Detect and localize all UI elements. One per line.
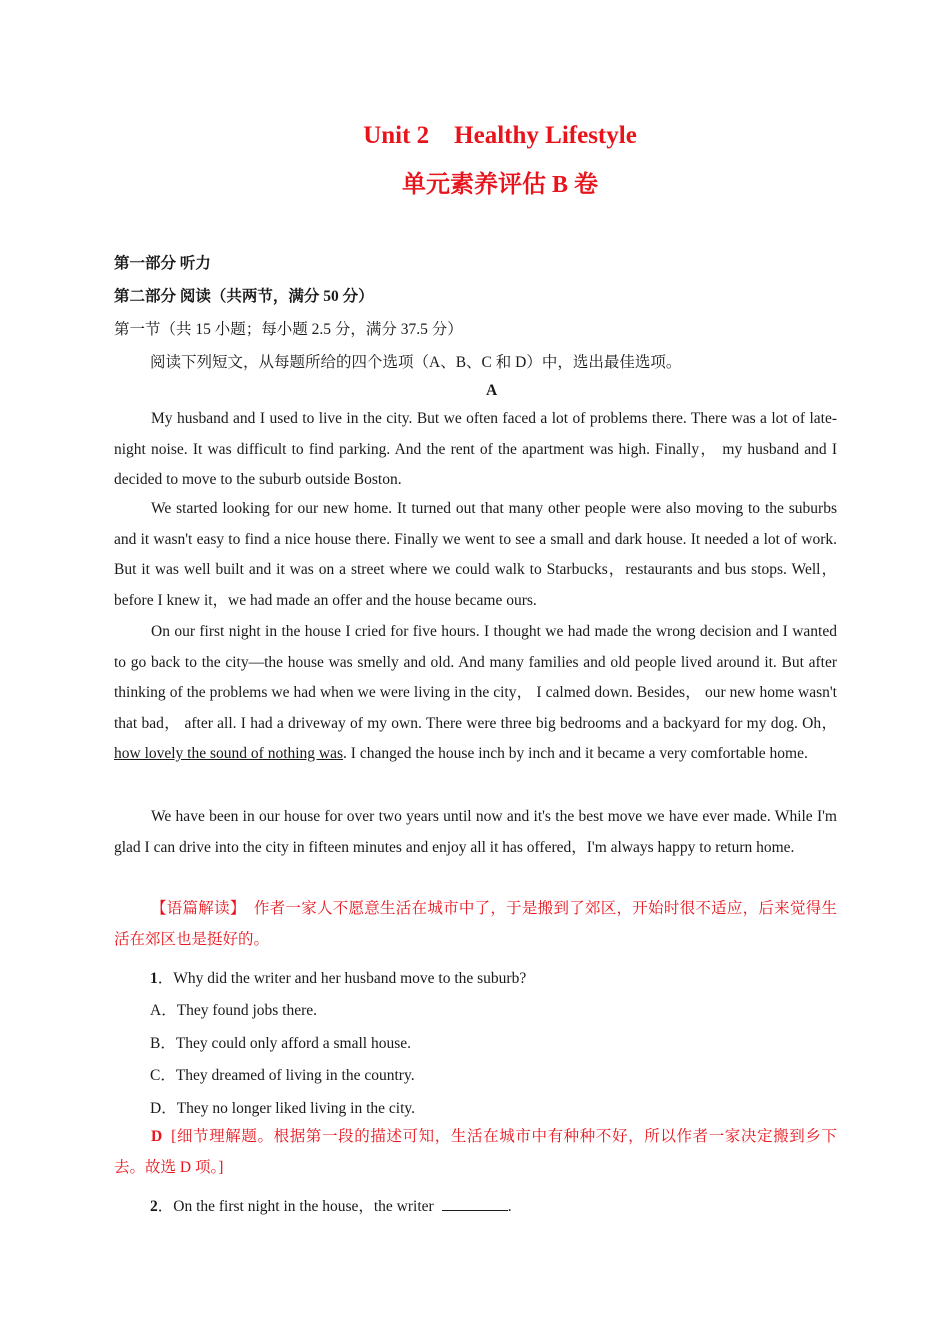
option-d: D．They no longer liked living in the city. [150,1100,416,1117]
analysis-text: 作者一家人不愿意生活在城市中了，于是搬到了郊区，开始时很不适应，后来觉得生活在郊区也是挺好的。 [114,900,837,948]
question-1 [150,966,526,988]
question-number: 1 [150,970,158,987]
question-2 [150,1194,512,1216]
passage-paragraph-2: We started looking for our new home. It turned out that many other people were also moving to the suburbs and it wasn't easy to find a nice house there. Finally we went to see a small and dark house. It needed a lot of work. But it was well built and it was on a street where we could walk to Starbucks，restaurants and bus stops. Well，before I knew it，we had made an offer and the house became ours. [114,500,837,609]
option-b: B．They could only afford a small house. [150,1035,412,1052]
explanation-text: [细节理解题。根据第一段的描述可知，生活在城市中有种种不好，所以作者一家决定搬到乡下去。故选 D 项。] [114,1128,837,1176]
passage-paragraph-4: We have been in our house for over two years until now and it's the best move we have ever made. While I'm glad I can drive into the city in fifteen minutes and enjoy all it has offered，I'm always happy to return home. [114,808,837,856]
part2-heading: 第二部分 阅读（共两节，满分 50 分） [114,288,374,305]
paragraph-3-text-a: On our first night in the house I cried for five hours. I thought we had made the wrong decision and I wanted to go back to the city—the house was smelly and old. And many families and old people lived around it. But after thinking of the problems we had when we were living in the city， I calmed down. Besides， our new home wasn't that bad， after all. I had a driveway of my own. There were three big bedrooms and a backyard for my dog. Oh， [114,623,837,732]
section1-heading: 第一节（共 15 小题；每小题 2.5 分，满分 37.5 分） [114,321,463,338]
answer-explanation [114,1122,837,1183]
passage-paragraph-1: My husband and I used to live in the city. But we often faced a lot of problems there. There was a lot of late-night noise. It was difficult to find parking. And the rent of the apartment was high. Finally， my husband and I decided to move to the suburb outside Boston. [114,410,837,488]
question-stem: ．On the first night in the house，the writer [157,1198,434,1215]
passage-analysis [114,894,837,955]
option-a: A．They found jobs there. [150,1002,318,1019]
paper-title: 单元素养评估 B 卷 [401,172,598,198]
option-c: C．They dreamed of living in the country. [150,1067,415,1084]
underlined-sentence: how lovely the sound of nothing was [114,745,344,762]
question-stem: ．Why did the writer and her husband move to the suburb? [157,970,527,987]
passage-label: A [486,382,498,399]
unit-title: Unit 2 Healthy Lifestyle [363,122,637,149]
passage-paragraph-3 [114,617,837,770]
part1-heading: 第一部分 听力 [114,255,211,272]
question-end: . [507,1198,512,1215]
answer-blank[interactable] [442,1196,508,1211]
answer-letter: D [151,1128,163,1145]
paragraph-3-text-b: . I changed the house inch by inch and it became a very comfortable home. [343,745,808,762]
question-number: 2 [150,1198,158,1215]
instruction: 阅读下列短文，从每题所给的四个选项（A、B、C 和 D）中，选出最佳选项。 [150,354,682,371]
analysis-label: 【语篇解读】 [151,900,246,917]
